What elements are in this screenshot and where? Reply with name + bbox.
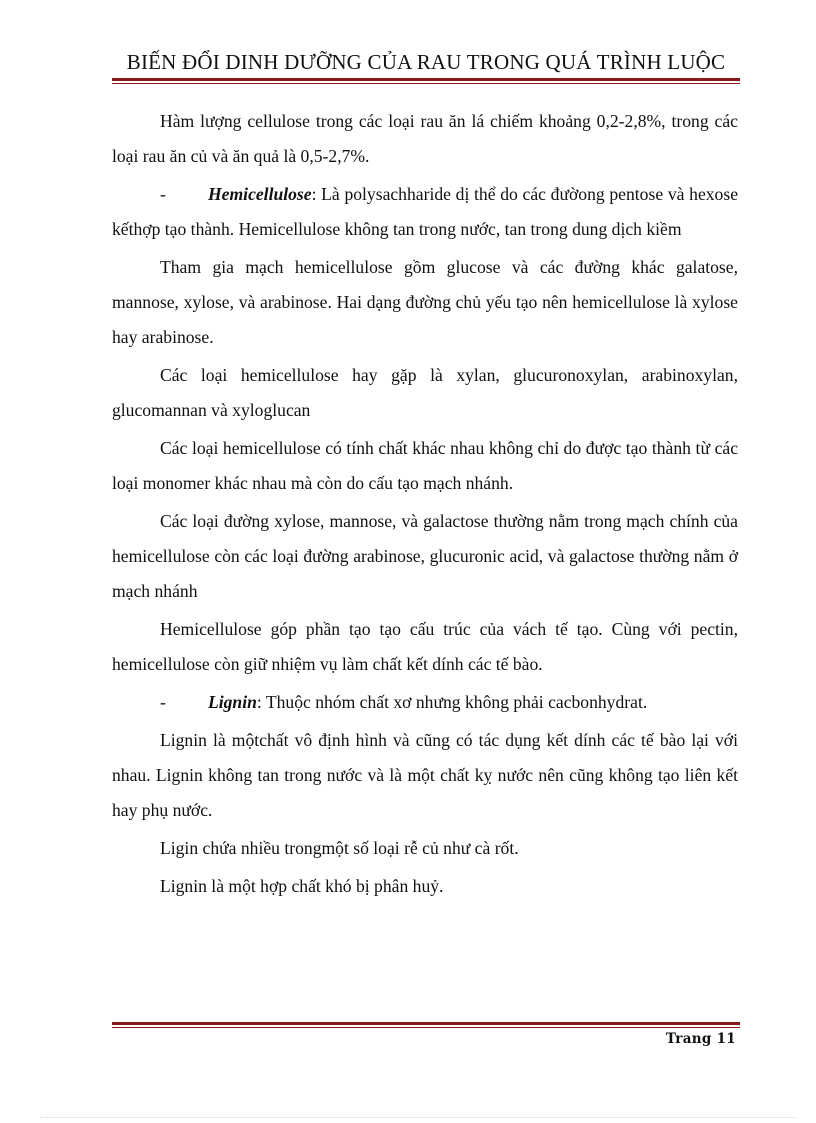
lignin-definition-text: : Thuộc nhóm chất xơ nhưng không phải cacbonhydrat. [256, 692, 648, 712]
paragraph-lignin-definition [112, 685, 738, 720]
paragraph-hemicellulose-properties: Các loại hemicellulose có tính chất khác nhau không chỉ do được tạo thành từ các loại monomer khác nhau mà còn do cấu tạo mạch nhánh. [112, 438, 738, 493]
footer-rule-thin [112, 1027, 740, 1028]
paragraph-hemicellulose-types: Các loại hemicellulose hay gặp là xylan, glucuronoxylan, arabinoxylan, glucomannan và xyloglucan [112, 365, 738, 420]
term-lignin: Lignin [208, 692, 257, 712]
paragraph-hemicellulose-definition [112, 177, 738, 247]
paragraph-sugar-positions: Các loại đường xylose, mannose, và galactose thường nằm trong mạch chính của hemicellulose còn các loại đường arabinose, glucuronic acid, và galactose thường nằm ở mạch nhánh [112, 511, 738, 601]
page-bottom-border [40, 1117, 796, 1118]
paragraph-lignin-sources: Ligin chứa nhiều trongmột số loại rễ củ như cà rốt. [160, 838, 519, 858]
paragraph-hemicellulose-chain: Tham gia mạch hemicellulose gồm glucose và các đường khác galatose, mannose, xylose, và arabinose. Hai dạng đường chủ yếu tạo nên hemicellulose là xylose hay arabinose. [112, 257, 738, 347]
page-number: Trang 11 [665, 1031, 736, 1047]
paragraph-hemicellulose-role: Hemicellulose góp phần tạo tạo cấu trúc của vách tế tạo. Cùng với pectin, hemicellulose còn giữ nhiệm vụ làm chất kết dính các tế bào. [112, 619, 738, 674]
header-rule-thin [112, 83, 740, 84]
paragraph-lignin-decomposition: Lignin là một hợp chất khó bị phân huỷ. [160, 876, 444, 896]
paragraph-lignin-properties: Lignin là mộtchất vô định hình và cũng có tác dụng kết dính các tế bào lại với nhau. Lignin không tan trong nước và là một chất kỵ nước nên cũng không tạo liên kết hay phụ nước. [112, 730, 738, 820]
footer-rule-thick [112, 1022, 740, 1025]
page-header-title: BIẾN ĐỔI DINH DƯỠNG CỦA RAU TRONG QUÁ TRÌNH LUỘC [126, 50, 726, 74]
document-body [112, 104, 738, 907]
term-hemicellulose: Hemicellulose [208, 184, 312, 204]
header-rule-thick [112, 78, 740, 81]
bullet-dash: - [160, 692, 166, 712]
bullet-dash: - [160, 184, 166, 204]
hemicellulose-definition-text: : Là polysachharide dị thể do các đườong pentose và hexose kếthợp tạo thành. Hemicellulose không tan trong nước, tan trong dung dịch kiềm [112, 184, 738, 239]
paragraph-cellulose-content: Hàm lượng cellulose trong các loại rau ăn lá chiếm khoảng 0,2-2,8%, trong các loại rau ăn củ và ăn quả là 0,5-2,7%. [112, 111, 738, 166]
